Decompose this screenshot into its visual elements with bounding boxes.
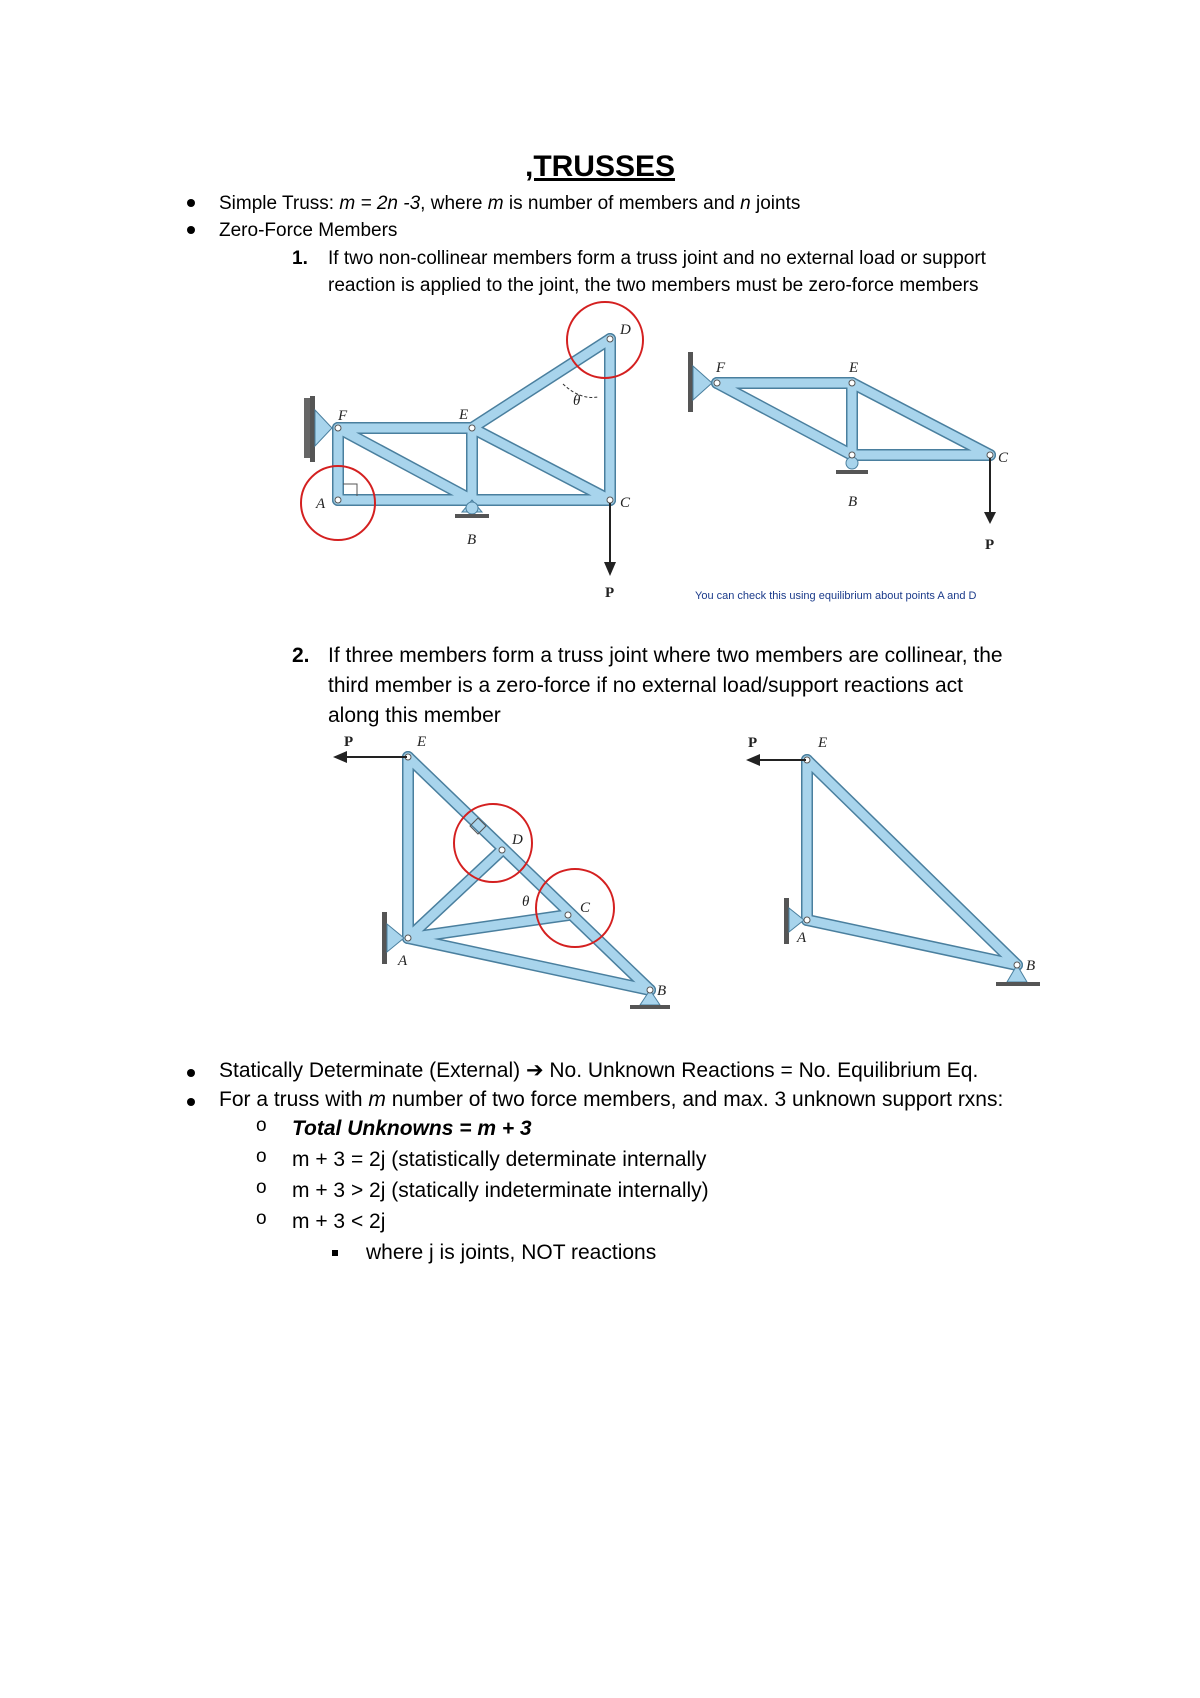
eq1-line: m + 3 = 2j (statistically determinate internally bbox=[292, 1148, 707, 1171]
label-A: A bbox=[797, 930, 807, 946]
rule2-number: 2. bbox=[292, 644, 310, 667]
label-P: P bbox=[748, 735, 758, 751]
label-P: P bbox=[605, 585, 615, 601]
label-B: B bbox=[848, 494, 858, 510]
label-E: E bbox=[818, 735, 828, 751]
statically-determinate-line: Statically Determinate (External) ➔ No. Unknown Reactions = No. Equilibrium Eq. bbox=[219, 1059, 979, 1082]
label-D: D bbox=[512, 832, 523, 848]
simple-truss-line: Simple Truss: m = 2n -3, where m is number of members and n joints bbox=[219, 193, 801, 214]
label-D: D bbox=[620, 322, 631, 338]
bullet-icon bbox=[187, 226, 195, 234]
label-theta: θ bbox=[522, 894, 530, 910]
figure1-left-truss bbox=[304, 398, 310, 458]
rule2-line1: If three members form a truss joint where two members are collinear, the bbox=[328, 644, 1003, 667]
rule1-line2: reaction is applied to the joint, the two members must be zero-force members bbox=[328, 275, 979, 296]
label-E: E bbox=[417, 734, 427, 750]
label-C: C bbox=[580, 900, 591, 916]
bullet-icon bbox=[187, 1069, 195, 1077]
label-E: E bbox=[459, 407, 469, 423]
figure1-truss-diagram bbox=[0, 300, 1200, 620]
sub-marker: o bbox=[256, 1177, 267, 1198]
rule2-line2: third member is a zero-force if no external load/support reactions act bbox=[328, 674, 963, 697]
label-E: E bbox=[849, 360, 859, 376]
sub-marker: o bbox=[256, 1115, 267, 1136]
label-B: B bbox=[467, 532, 477, 548]
square-bullet-icon bbox=[332, 1250, 338, 1256]
eq3-line: m + 3 < 2j bbox=[292, 1210, 386, 1233]
page-title: ,TRUSSES bbox=[524, 150, 676, 183]
label-F: F bbox=[338, 408, 348, 424]
rule1-number: 1. bbox=[292, 248, 308, 269]
label-A: A bbox=[398, 953, 408, 969]
where-line: where j is joints, NOT reactions bbox=[366, 1241, 657, 1264]
rule2-line3: along this member bbox=[328, 704, 501, 727]
label-B: B bbox=[1026, 958, 1036, 974]
truss-with-line: For a truss with m number of two force members, and max. 3 unknown support rxns: bbox=[219, 1088, 1004, 1111]
label-A: A bbox=[316, 496, 326, 512]
bullet-icon bbox=[187, 1098, 195, 1106]
figure1-note: You can check this using equilibrium about points A and D bbox=[695, 590, 977, 602]
total-unknowns: Total Unknowns = m + 3 bbox=[292, 1117, 532, 1140]
label-theta: θ bbox=[573, 393, 581, 409]
sub-marker: o bbox=[256, 1208, 267, 1229]
rule1-line1: If two non-collinear members form a truss joint and no external load or support bbox=[328, 248, 986, 269]
eq2-line: m + 3 > 2j (statically indeterminate internally) bbox=[292, 1179, 709, 1202]
label-B: B bbox=[657, 983, 667, 999]
zero-force-heading: Zero-Force Members bbox=[219, 220, 398, 241]
label-P: P bbox=[985, 537, 995, 553]
label-C: C bbox=[998, 450, 1009, 466]
bullet-icon bbox=[187, 199, 195, 207]
label-P: P bbox=[344, 734, 354, 750]
label-C: C bbox=[620, 495, 631, 511]
sub-marker: o bbox=[256, 1146, 267, 1167]
label-F: F bbox=[716, 360, 726, 376]
figure2-truss-diagram bbox=[0, 730, 1200, 1020]
